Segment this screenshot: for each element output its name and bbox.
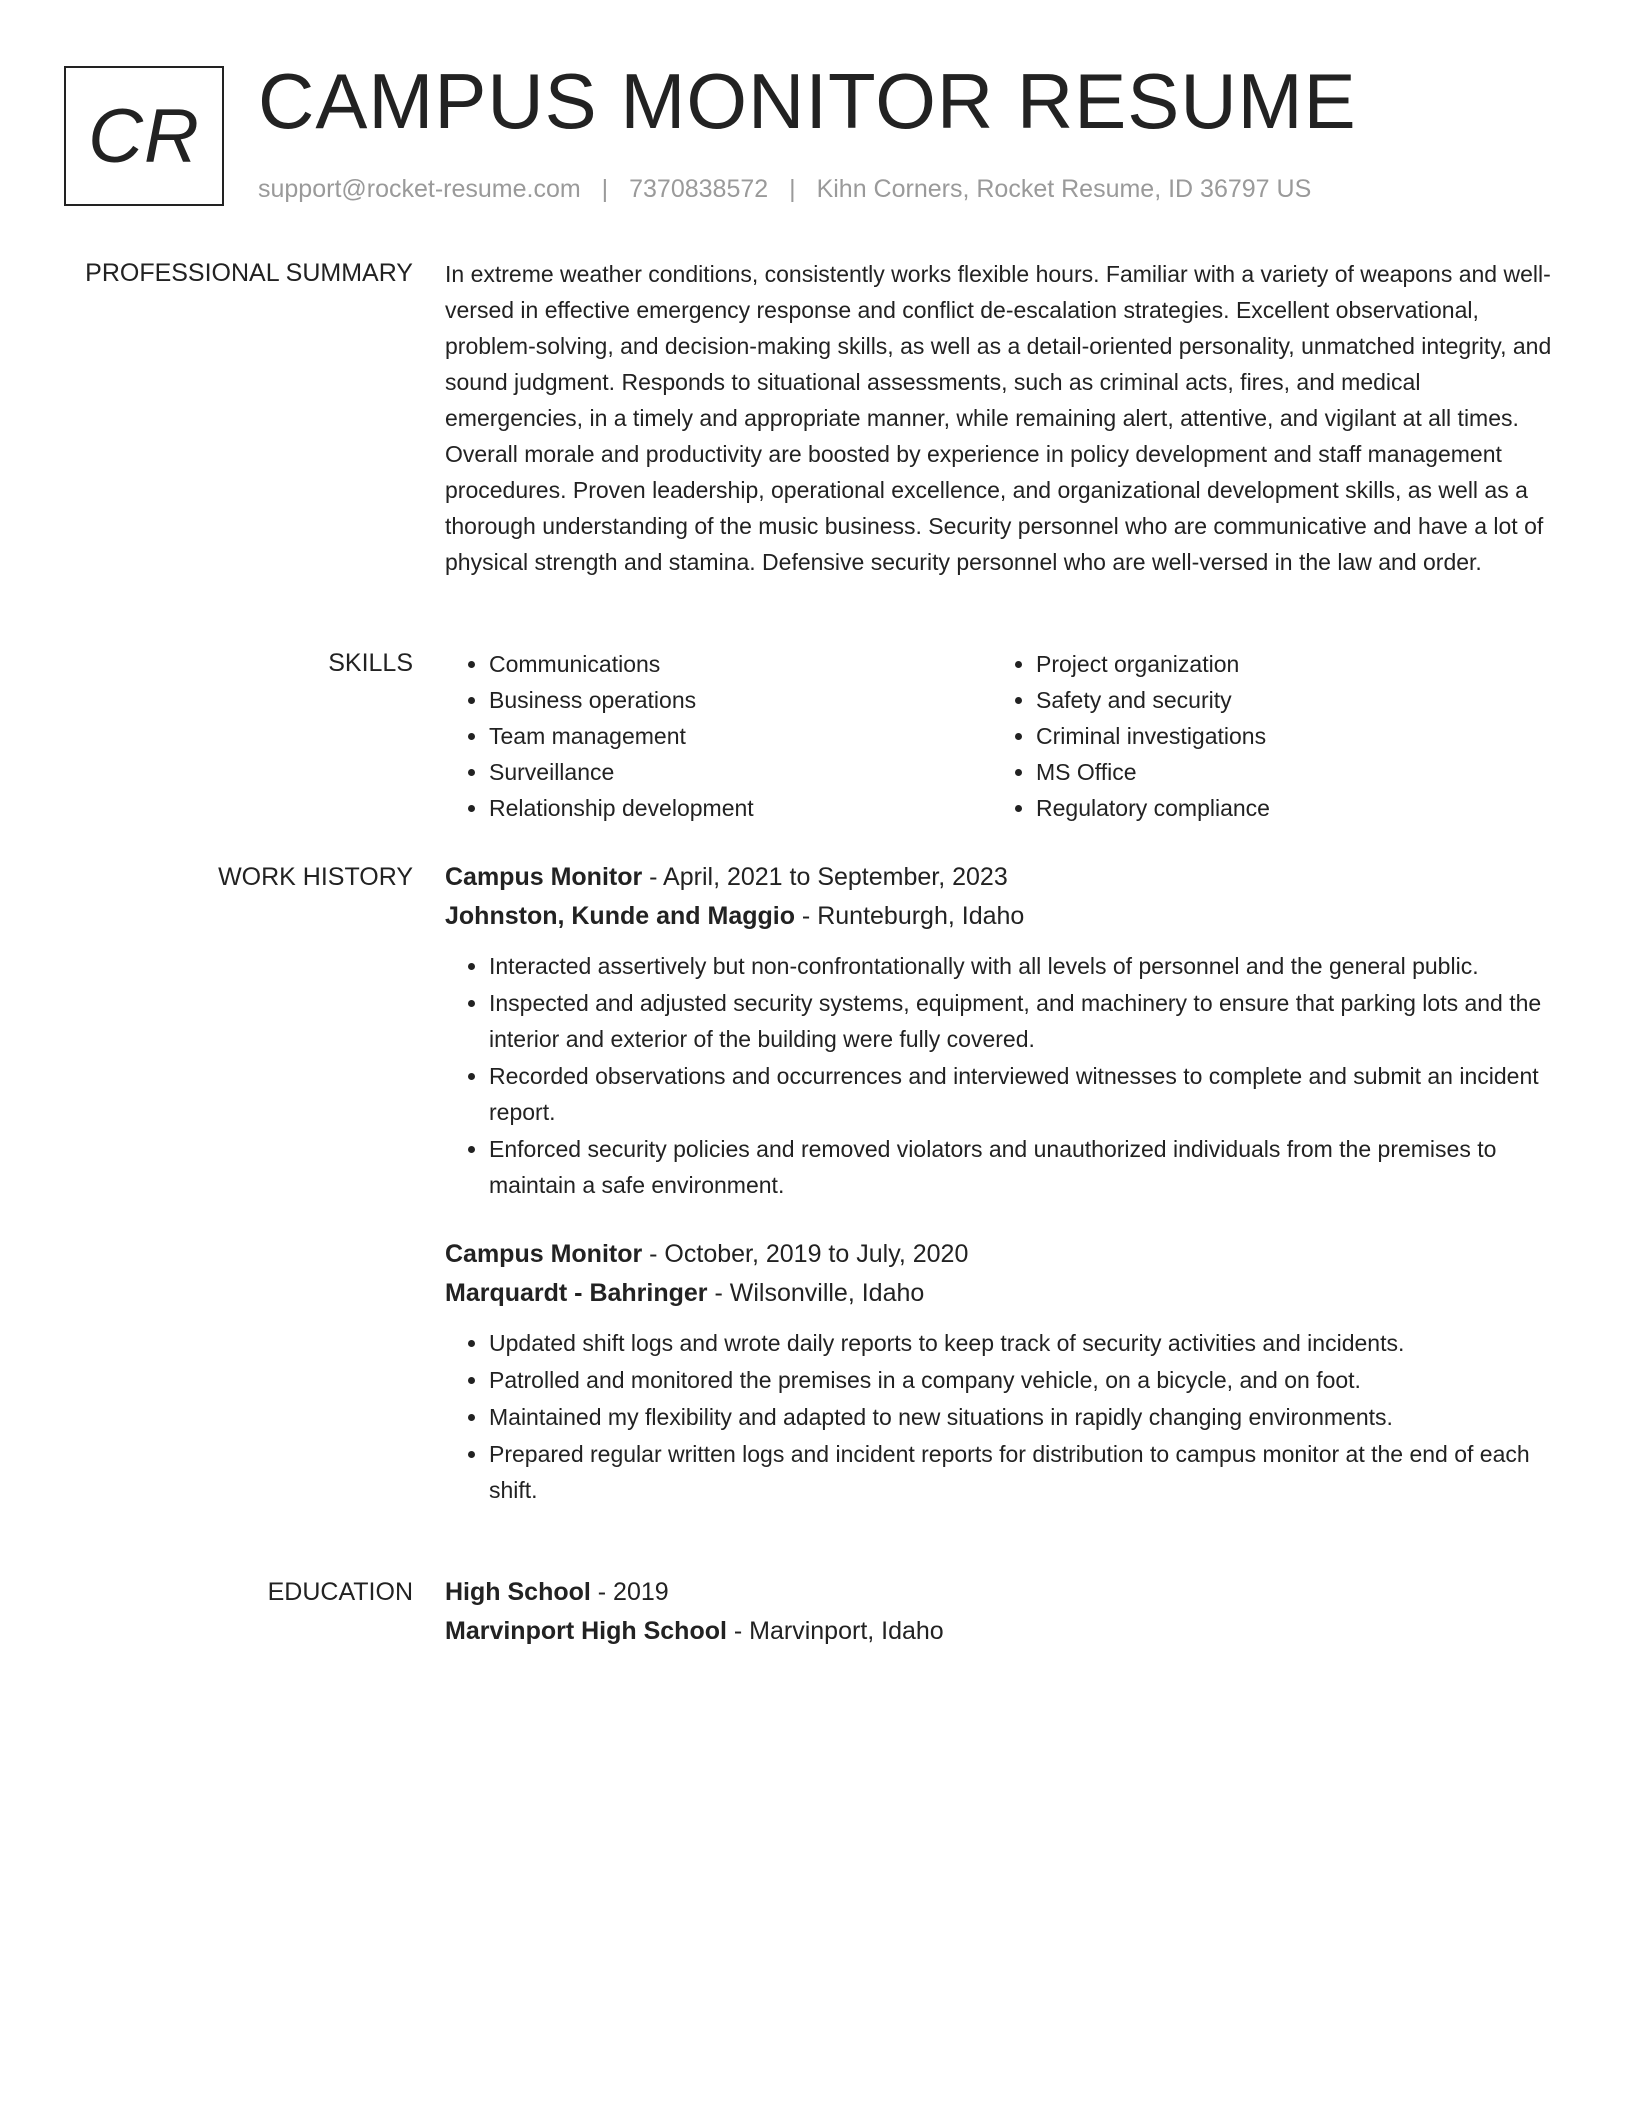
education-degree-line [445,1573,1553,1612]
section-heading-skills: SKILLS [328,649,413,677]
section-heading-work: WORK HISTORY [218,863,413,891]
job-duty: • Enforced security policies and removed violators and unauthorized individuals from the premises to maintain a safe environment. [489,1131,1553,1203]
job-company: Johnston, Kunde and Maggio [445,902,795,930]
skill-item: • Relationship development [489,790,992,826]
job-duty: • Inspected and adjusted security systems, equipment, and machinery to ensure that parking lots and the interior and exterior of the building were fully covered. [489,985,1553,1057]
job-duty: • Patrolled and monitored the premises in a company vehicle, on a bicycle, and on foot. [489,1362,1553,1398]
work-body [445,858,1553,1509]
skills-body [445,646,1553,826]
contact-line [258,172,1311,206]
section-heading-education: EDUCATION [267,1578,413,1606]
job-duty: • Recorded observations and occurrences and interviewed witnesses to complete and submit an incident report. [489,1058,1553,1130]
job-duties [445,1325,1553,1508]
monogram-initials: CR [88,93,200,179]
contact-address: Kihn Corners, Rocket Resume, ID 36797 US [816,175,1312,203]
contact-separator: | [601,175,609,203]
job-title: Campus Monitor [445,863,643,891]
job-entry [445,1235,1553,1508]
job-company-line [445,897,1553,936]
job-dates: - October, 2019 to July, 2020 [642,1240,969,1268]
skills-list-right [992,646,1539,826]
education-school: Marvinport High School [445,1617,727,1645]
monogram-box [64,66,224,206]
job-duty: • Maintained my flexibility and adapted to new situations in rapidly changing environments. [489,1399,1553,1435]
job-dates: - April, 2021 to September, 2023 [642,863,1008,891]
job-title-line [445,858,1553,897]
education-degree: High School [445,1578,591,1606]
skills-list-left [445,646,992,826]
skill-item: • Communications [489,646,992,682]
job-location: - Wilsonville, Idaho [707,1279,925,1307]
job-duties [445,948,1553,1203]
skill-item: • MS Office [1036,754,1539,790]
education-body [445,1573,1553,1651]
contact-phone: 7370838572 [629,175,769,203]
job-company: Marquardt - Bahringer [445,1279,708,1307]
section-heading-summary: PROFESSIONAL SUMMARY [85,259,413,287]
skill-item: • Business operations [489,682,992,718]
skill-item: • Criminal investigations [1036,718,1539,754]
job-location: - Runteburgh, Idaho [794,902,1025,930]
job-entry [445,858,1553,1203]
education-location: - Marvinport, Idaho [726,1617,944,1645]
job-duty: • Interacted assertively but non-confrontationally with all levels of personnel and the general public. [489,948,1553,984]
contact-email: support@rocket-resume.com [258,175,581,203]
job-title-line [445,1235,1553,1274]
job-title: Campus Monitor [445,1240,643,1268]
education-year: - 2019 [590,1578,669,1606]
summary-text: In extreme weather conditions, consistently works flexible hours. Familiar with a variety of weapons and well-versed in effective emergency response and conflict de-escalation strategies. Excellent observational, problem-solving, and decision-making skills, as well as a detail-oriented personality, unmatched integrity, and sound judgment. Responds to situational assessments, such as criminal acts, fires, and medical emergencies, in a timely and appropriate manner, while remaining alert, attentive, and vigilant at all times. Overall morale and productivity are boosted by experience in policy development and staff management procedures. Proven leadership, operational excellence, and organizational development skills, as well as a thorough understanding of the music business. Security personnel who are communicative and have a lot of physical strength and stamina. Defensive security personnel who are well-versed in the law and order. [445,261,1552,575]
contact-separator: | [789,175,796,203]
job-duty: • Updated shift logs and wrote daily reports to keep track of security activities and incidents. [489,1325,1553,1361]
skill-item: • Surveillance [489,754,992,790]
job-duty: • Prepared regular written logs and incident reports for distribution to campus monitor at the end of each shift. [489,1436,1553,1508]
job-company-line [445,1274,1553,1313]
skill-item: • Safety and security [1036,682,1539,718]
skill-item: • Team management [489,718,992,754]
skill-item: • Project organization [1036,646,1539,682]
summary-body [445,256,1553,580]
skill-item: • Regulatory compliance [1036,790,1539,826]
education-school-line [445,1612,1553,1651]
resume-title: CAMPUS MONITOR RESUME [258,57,1357,145]
